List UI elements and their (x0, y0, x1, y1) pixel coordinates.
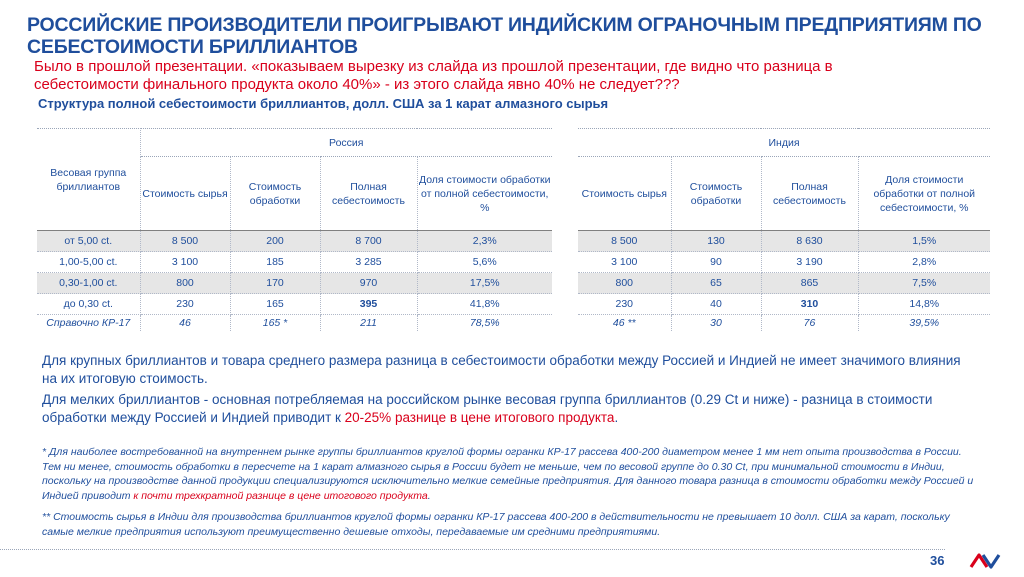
in-raw-cost: 46 ** (578, 315, 671, 332)
in-raw-cost: 3 100 (578, 252, 671, 273)
col-full-cost-header: Полная себестоимость (320, 157, 417, 231)
ru-share: 5,6% (417, 252, 552, 273)
ru-full-cost: 211 (320, 315, 417, 332)
in-raw-cost: 8 500 (578, 231, 671, 252)
in-full-cost: 8 630 (761, 231, 858, 252)
in-share: 1,5% (858, 231, 990, 252)
col-processing-cost-header: Стоимость обработки (230, 157, 320, 231)
ru-share: 41,8% (417, 294, 552, 315)
footnote-2: ** Стоимость сырья в Индии для производства бриллиантов круглой формы огранки КР-17 рассева 400-200 в действительности не превышает 10 долл. США за карат, поскольку самые мелкие предприятия используют преимущественно дешевые отходы, передаваемые им средними предприятиями. (42, 511, 950, 538)
in-full-cost: 3 190 (761, 252, 858, 273)
conclusion-highlight: 20-25% разнице в цене итогового продукта (344, 410, 615, 425)
ru-full-cost: 3 285 (320, 252, 417, 273)
col-share-header: Доля стоимости обработки от полной себестоимости, % (417, 157, 552, 231)
ru-full-cost: 8 700 (320, 231, 417, 252)
in-share: 7,5% (858, 273, 990, 294)
russia-header: Россия (140, 129, 552, 157)
ru-full-cost: 970 (320, 273, 417, 294)
table-row (37, 273, 552, 294)
page-title: РОССИЙСКИЕ ПРОИЗВОДИТЕЛИ ПРОИГРЫВАЮТ ИНДИЙСКИМ ОГРАНОЧНЫМ ПРЕДПРИЯТИЯМ ПО СЕБЕСТОИМОСТИ БРИЛЛИАНТОВ (27, 14, 982, 58)
ru-processing-cost: 165 (230, 294, 320, 315)
table-row (37, 252, 552, 273)
page-number: 36 (930, 553, 945, 568)
in-raw-cost: 800 (578, 273, 671, 294)
conclusion-large-diamonds: Для крупных бриллиантов и товара среднего размера разница в себестоимости обработки между Россией и Индией не имеет значимого влияния на их итоговую стоимость. (42, 353, 961, 386)
ru-processing-cost: 170 (230, 273, 320, 294)
table-row (37, 231, 552, 252)
india-cost-table (578, 128, 990, 331)
review-note: Было в прошлой презентации. «показываем вырезку из слайда из прошлой презентации, где видно что разница в себестоимости финального продукта около 40%» - из этого слайда явно 40% не следует??? (34, 58, 833, 93)
row-group-label: 0,30-1,00 ct. (37, 273, 140, 294)
ru-raw-cost: 8 500 (140, 231, 230, 252)
col-raw-cost-header: Стоимость сырья (578, 157, 671, 231)
ru-processing-cost: 185 (230, 252, 320, 273)
ru-share: 2,3% (417, 231, 552, 252)
col-raw-cost-header: Стоимость сырья (140, 157, 230, 231)
conclusion-end: . (614, 410, 619, 425)
ru-share: 17,5% (417, 273, 552, 294)
table-row (578, 252, 990, 273)
in-processing-cost: 130 (671, 231, 761, 252)
footnote-1-end: . (427, 489, 431, 502)
in-processing-cost: 40 (671, 294, 761, 315)
ru-full-cost: 395 (320, 294, 417, 315)
in-share: 14,8% (858, 294, 990, 315)
col-full-cost-header: Полная себестоимость (761, 157, 858, 231)
ru-raw-cost: 230 (140, 294, 230, 315)
conclusion-small-diamonds (42, 391, 972, 427)
footnote-1-highlight: к почти трехкратной разнице в цене итогового продукта (133, 489, 428, 502)
ru-processing-cost: 165 * (230, 315, 320, 332)
footnote-1-text: * Для наиболее востребованной на внутреннем рынке группы бриллиантов круглой формы огранки КР-17 рассева 400-200 диаметром менее 1 мм нет опыта производства в России. Тем ни менее, стоимость обработки в пересчете на 1 карат алмазного сырья в России будет не меньше, чем по весовой группе до 0.30 Ct, при минимальной стоимости в Индии, поскольку на производстве данной продукции специализируются исключительно мелкие семейные предприятия. Для данного товара разница в стоимости обработки между Россией и Индией приводит (42, 446, 974, 502)
in-full-cost: 310 (761, 294, 858, 315)
col-share-header: Доля стоимости обработки от полной себестоимости, % (858, 157, 990, 231)
in-full-cost: 76 (761, 315, 858, 332)
in-share: 39,5% (909, 317, 940, 329)
footnote-1 (42, 445, 982, 503)
ru-share: 78,5% (469, 317, 500, 329)
ru-processing-cost: 200 (230, 231, 320, 252)
row-group-label: от 5,00 ct. (37, 231, 140, 252)
in-full-cost: 865 (761, 273, 858, 294)
in-raw-cost: 230 (578, 294, 671, 315)
in-processing-cost: 30 (671, 315, 761, 332)
ru-raw-cost: 3 100 (140, 252, 230, 273)
conclusion-text: Для мелких бриллиантов - основная потребляемая на российском рынке весовая группа бриллиантов (0.29 Ct и ниже) - разница в стоимости обработки между Россией и Индией приводит к (42, 392, 933, 425)
weight-group-header: Весовая группа бриллиантов (37, 129, 140, 231)
table-row (578, 294, 990, 315)
table-row (37, 294, 552, 315)
row-group-label: до 0,30 ct. (37, 294, 140, 315)
row-group-label: Справочно КР-17 (37, 315, 140, 332)
table-row-reference (578, 315, 990, 332)
table-row-reference (37, 315, 552, 332)
ru-raw-cost: 800 (140, 273, 230, 294)
table-row (578, 273, 990, 294)
in-processing-cost: 90 (671, 252, 761, 273)
india-header: Индия (578, 129, 990, 157)
table-subtitle: Структура полной себестоимости бриллиантов, долл. США за 1 карат алмазного сырья (38, 96, 609, 111)
row-group-label: 1,00-5,00 ct. (37, 252, 140, 273)
in-processing-cost: 65 (671, 273, 761, 294)
table-row (578, 231, 990, 252)
in-share: 2,8% (858, 252, 990, 273)
russia-cost-table (37, 128, 552, 331)
company-logo-icon (967, 550, 1007, 577)
ru-raw-cost: 46 (140, 315, 230, 332)
footer-divider (0, 549, 945, 550)
col-processing-cost-header: Стоимость обработки (671, 157, 761, 231)
